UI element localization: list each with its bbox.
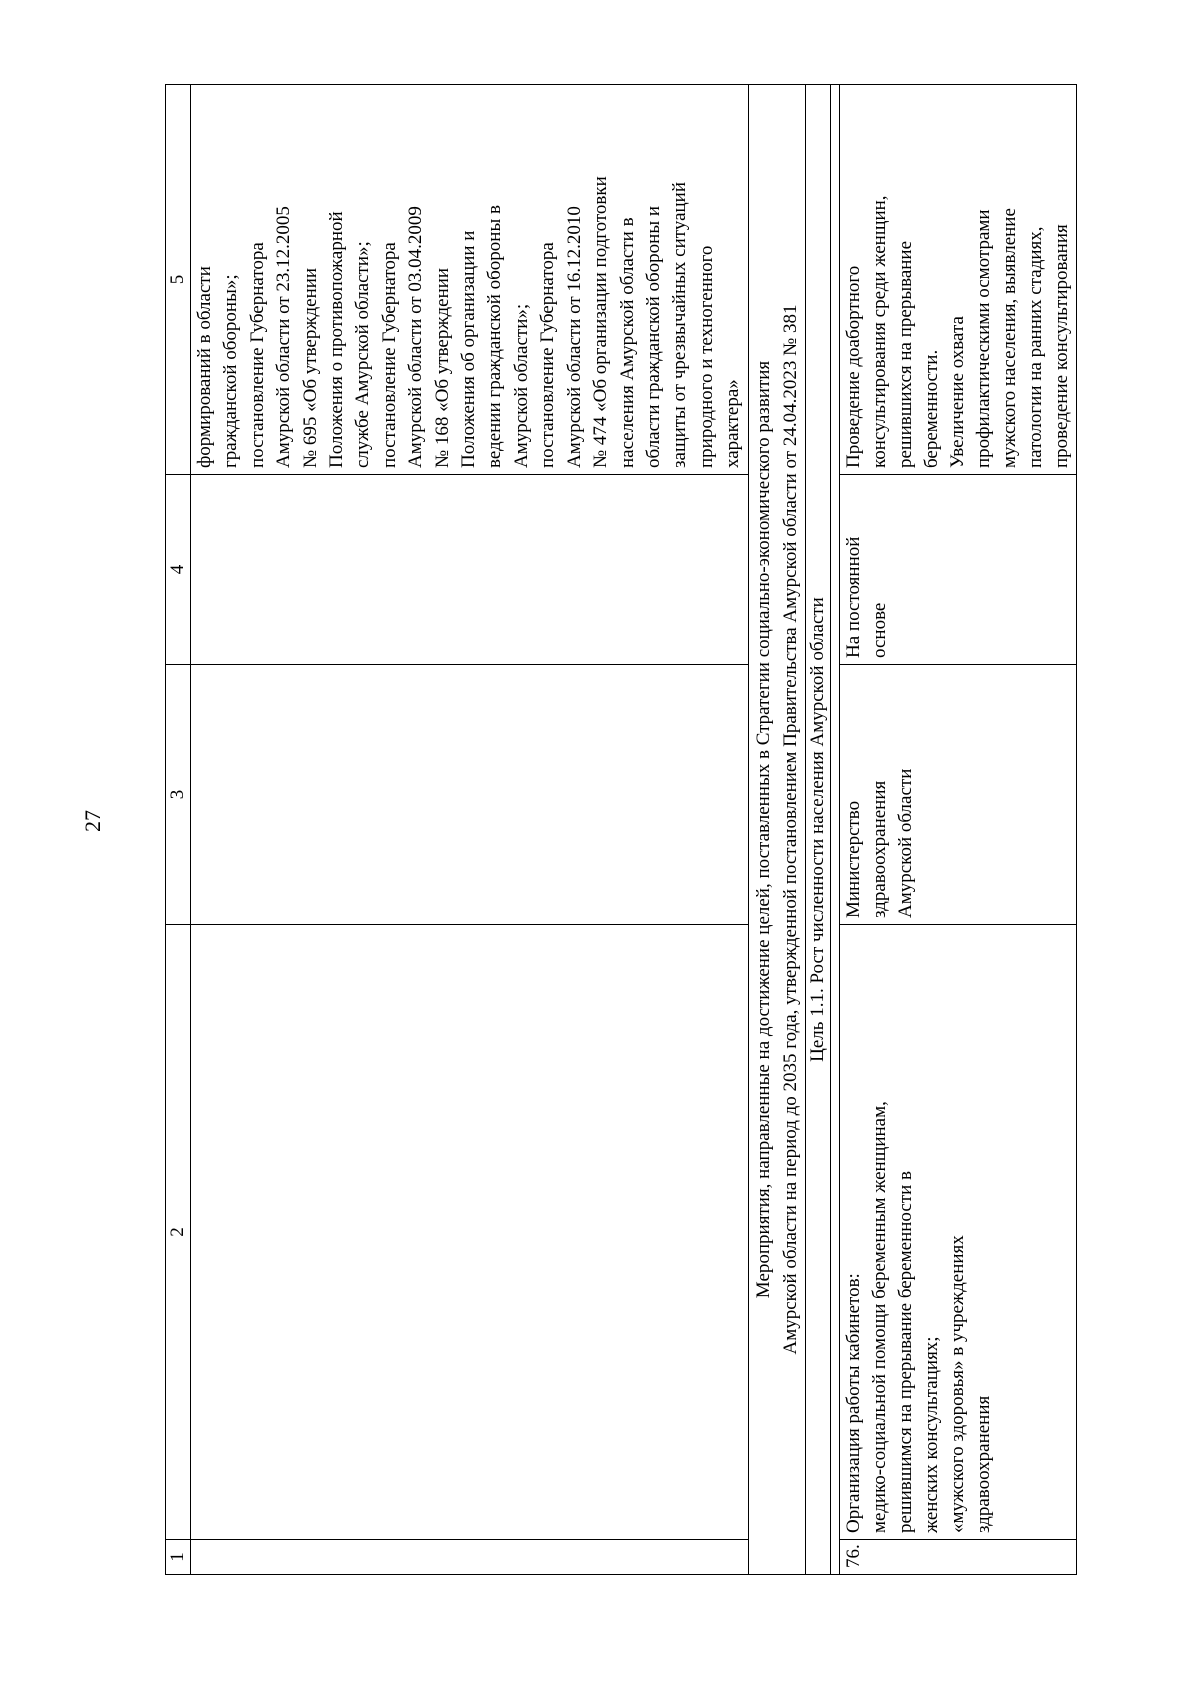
result-line: природного и техногенного	[695, 245, 717, 468]
term-line: На постоянной	[842, 536, 864, 658]
result-line: решившихся на прерывание	[894, 240, 916, 468]
result-line: патологии на ранних стадиях,	[1024, 226, 1046, 468]
result-line: постановление Губернатора	[537, 242, 559, 468]
result-line: характера»	[722, 379, 744, 468]
col-header-1: 1	[166, 1540, 191, 1575]
event-line: решившимся на прерывание беременности в	[894, 1170, 916, 1533]
cont-executor-cell	[191, 665, 749, 925]
col-header-5: 5	[166, 85, 191, 475]
result-line: Положения об организации и	[458, 230, 480, 468]
result-cell	[839, 85, 1076, 475]
term-cell	[839, 475, 1076, 665]
result-line: Увеличение охвата	[946, 316, 968, 468]
event-line: медико-социальной помощи беременным женщинам,	[868, 1101, 890, 1533]
col-header-4: 4	[166, 475, 191, 665]
result-line: Амурской области от 23.12.2005	[273, 206, 295, 468]
result-line: постановление Губернатора	[246, 242, 268, 468]
cont-term-cell	[191, 475, 749, 665]
section-row	[748, 85, 805, 1575]
goal-row	[805, 85, 830, 1575]
result-line: № 474 «Об организации подготовки	[590, 176, 612, 468]
result-line: Амурской области»;	[510, 303, 532, 468]
spacer-cell	[830, 85, 839, 1575]
page-number: 27	[80, 810, 105, 832]
col-header-3: 3	[166, 665, 191, 925]
spacer-row	[830, 85, 839, 1575]
result-line: населения Амурской области в	[616, 217, 638, 468]
result-line: службе Амурской области»;	[352, 241, 374, 468]
result-line: № 168 «Об утверждении	[431, 267, 453, 468]
result-line: проведение консультирования	[1050, 224, 1072, 468]
section-title-line-2: Амурской области на период до 2035 года, утвержденной постановлением Правительства Амурской области от 24.04.2023 № 381	[779, 304, 801, 1355]
section-title-cell	[748, 85, 805, 1575]
result-line: защиты от чрезвычайных ситуаций	[669, 181, 691, 468]
col-header-2: 2	[166, 925, 191, 1540]
header-row	[166, 85, 191, 1575]
event-line: Организация работы кабинетов:	[842, 1273, 864, 1533]
goal-title-cell: Цель 1.1. Рост численности населения Амурской области	[805, 85, 830, 1575]
cont-num-cell	[191, 1540, 749, 1575]
executor-line: Амурской области	[894, 768, 916, 918]
cont-event-cell	[191, 925, 749, 1540]
cont-result-cell	[191, 85, 749, 475]
continued-row	[191, 85, 749, 1575]
result-line: области гражданской обороны и	[642, 205, 664, 468]
result-line: Положения о противопожарной	[326, 211, 348, 468]
result-line: Амурской области от 03.04.2009	[405, 206, 427, 468]
result-line: постановление Губернатора	[378, 242, 400, 468]
result-line: мужского населения, выявление	[998, 208, 1020, 468]
section-title-line-1: Мероприятия, направленные на достижение целей, поставленных в Стратегии социально-экономического развития	[752, 360, 774, 1299]
event-line: здравоохранения	[972, 1395, 994, 1533]
result-line: профилактическими осмотрами	[972, 209, 994, 468]
table-row-76	[839, 85, 1076, 1575]
result-line: гражданской обороны»;	[220, 274, 242, 468]
result-line: № 695 «Об утверждении	[299, 267, 321, 468]
executor-line: Министерство	[842, 800, 864, 918]
result-line: ведении гражданской обороны в	[484, 205, 506, 468]
event-line: «мужского здоровья» в учреждениях	[946, 1235, 968, 1533]
event-cell	[839, 925, 1076, 1540]
result-line: Амурской области от 16.12.2010	[563, 206, 585, 468]
row-number: 76.	[839, 1540, 1076, 1575]
event-line: женских консультациях;	[920, 1336, 942, 1533]
term-line: основе	[868, 602, 890, 658]
events-table	[165, 84, 1077, 1575]
rotated-table-area	[165, 85, 1190, 1575]
result-line: консультирования среди женщин,	[868, 195, 890, 468]
result-line: формирований в области	[194, 266, 215, 468]
result-line: Проведение доабортного	[842, 265, 864, 468]
result-line: беременности.	[920, 349, 942, 468]
executor-line: здравоохранения	[868, 780, 890, 918]
executor-cell	[839, 665, 1076, 925]
